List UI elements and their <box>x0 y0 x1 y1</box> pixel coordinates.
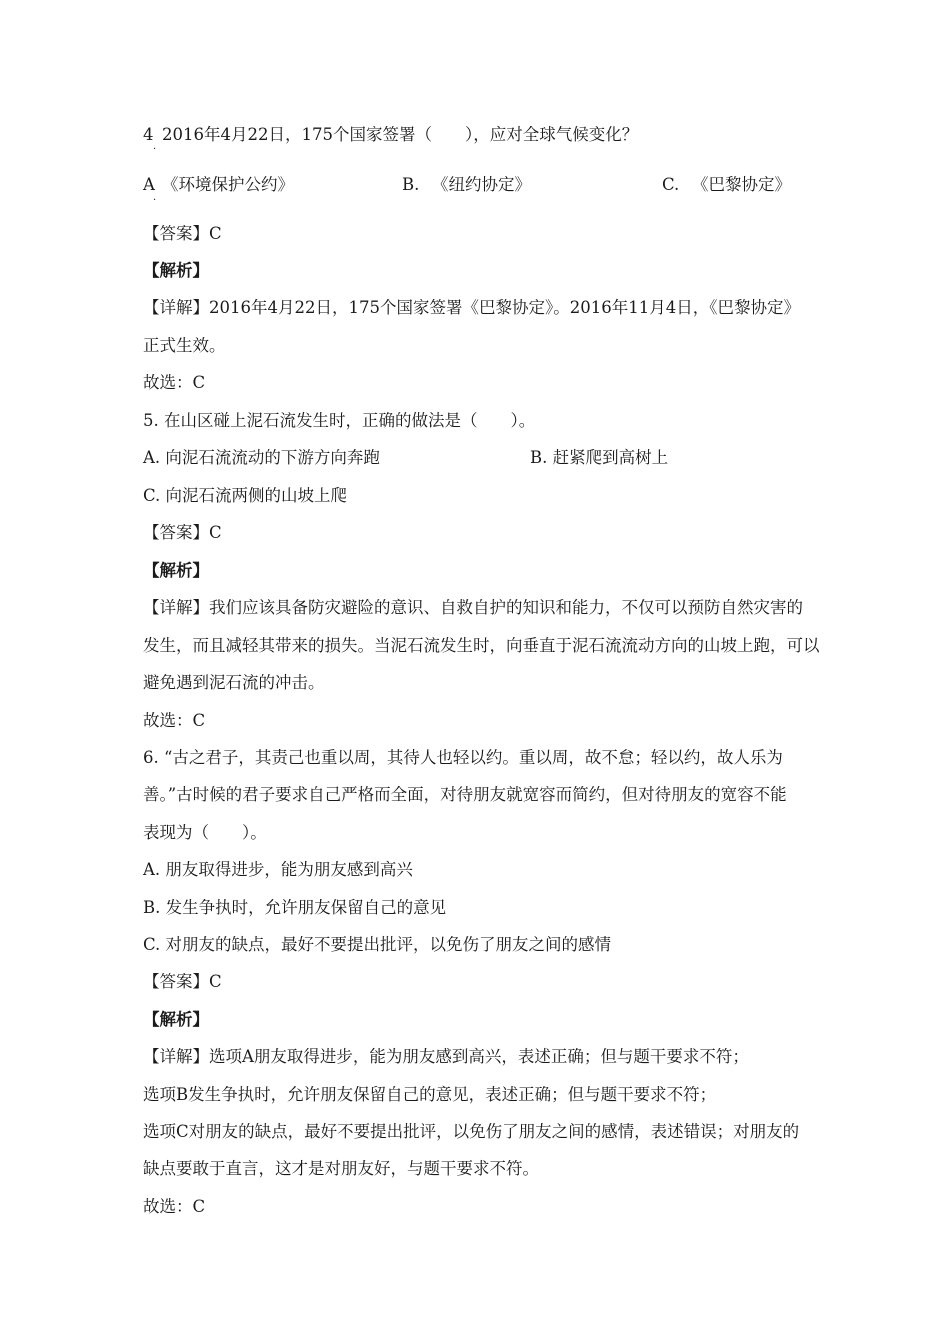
q6-option-b: B. 发生争执时，允许朋友保留自己的意见 <box>143 898 447 917</box>
q5-detail-line-3: 避免遇到泥石流的冲击。 <box>143 673 325 692</box>
q5-detail-line-2: 发生，而且减轻其带来的损失。当泥石流发生时，向垂直于泥石流流动方向的山坡上跑，可以 <box>143 636 820 655</box>
q6-option-c: C. 对朋友的缺点，最好不要提出批评，以免伤了朋友之间的感情 <box>143 935 612 954</box>
q5-stem: 5. 在山区碰上泥石流发生时，正确的做法是（ ）。 <box>143 411 536 430</box>
q4-number-dot: · <box>153 144 157 155</box>
q6-stem-line-1: 6. “古之君子，其责己也重以周，其待人也轻以约。重以周，故不怠；轻以约，故人乐为 <box>143 748 783 767</box>
q6-stem-line-3: 表现为（ ）。 <box>143 823 267 842</box>
q4-option-c-label: C. <box>662 175 680 194</box>
q5-answer: 【答案】C <box>143 523 222 542</box>
q4-detail-line-1: 【详解】2016年4月22日，175个国家签署《巴黎协定》。2016年11月4日，《巴黎协定》 <box>143 298 800 317</box>
q4-stem: 2016年4月22日，175个国家签署（ ），应对全球气候变化？ <box>162 125 639 144</box>
q4-option-a-text: 《环境保护公约》 <box>162 175 294 194</box>
q4-number: 4 <box>143 125 154 144</box>
q6-detail-line-1: 【详解】选项A朋友取得进步，能为朋友感到高兴，表述正确；但与题干要求不符； <box>143 1047 749 1066</box>
q5-conclusion: 故选：C <box>143 711 206 730</box>
q6-detail-line-2: 选项B发生争执时，允许朋友保留自己的意见，表述正确；但与题干要求不符； <box>143 1085 717 1104</box>
q4-detail-line-2: 正式生效。 <box>143 336 226 355</box>
q5-analysis-title: 【解析】 <box>143 561 209 580</box>
q6-analysis-title: 【解析】 <box>143 1010 209 1029</box>
q5-detail-line-1: 【详解】我们应该具备防灾避险的意识、自救自护的知识和能力，不仅可以预防自然灾害的 <box>143 598 803 617</box>
q6-detail-line-3: 选项C对朋友的缺点，最好不要提出批评，以免伤了朋友之间的感情，表述错误；对朋友的 <box>143 1122 800 1141</box>
q4-option-c-text: 《巴黎协定》 <box>692 175 791 194</box>
q5-option-a: A. 向泥石流流动的下游方向奔跑 <box>143 448 380 467</box>
q6-detail-line-4: 缺点要敢于直言，这才是对朋友好，与题干要求不符。 <box>143 1159 539 1178</box>
q6-option-a: A. 朋友取得进步，能为朋友感到高兴 <box>143 860 413 879</box>
q5-option-b: B. 赶紧爬到高树上 <box>530 448 669 467</box>
q5-option-c: C. 向泥石流两侧的山坡上爬 <box>143 486 348 505</box>
q4-conclusion: 故选：C <box>143 373 206 392</box>
q4-option-dot: · <box>153 195 157 206</box>
q4-answer: 【答案】C <box>143 224 222 243</box>
q6-conclusion: 故选：C <box>143 1197 206 1216</box>
q4-option-b-label: B. <box>402 175 420 194</box>
q4-option-a-label: A <box>143 175 155 194</box>
q4-option-b-text: 《纽约协定》 <box>432 175 531 194</box>
q6-answer: 【答案】C <box>143 972 222 991</box>
q6-stem-line-2: 善。”古时候的君子要求自己严格而全面，对待朋友就宽容而简约，但对待朋友的宽容不能 <box>143 785 787 804</box>
q4-analysis-title: 【解析】 <box>143 261 209 280</box>
